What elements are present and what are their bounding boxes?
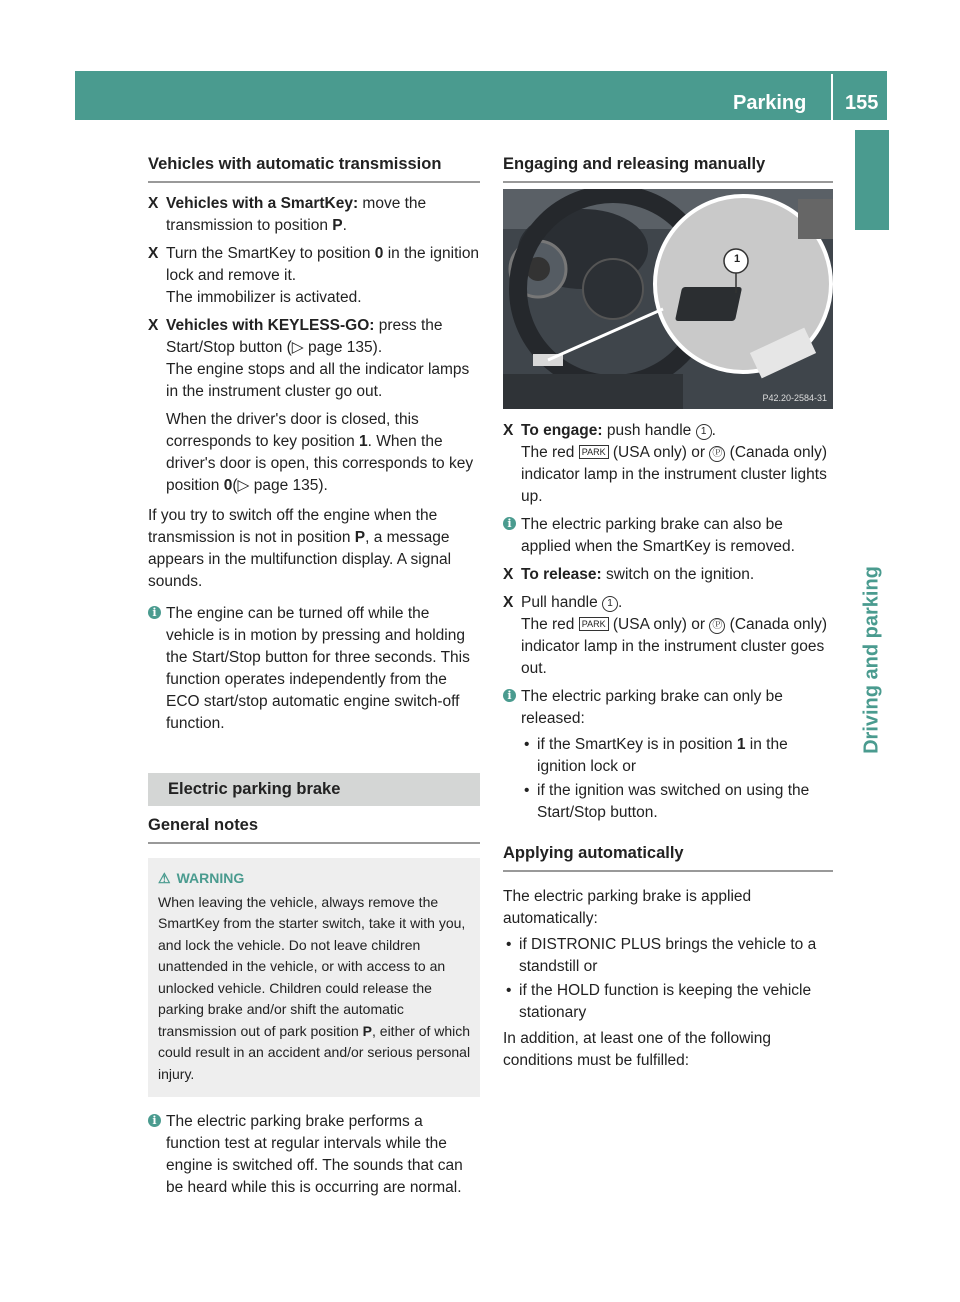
callout-number: 1 bbox=[733, 253, 741, 265]
right-column-body bbox=[503, 420, 833, 1072]
photo-code: P42.20-2584-31 bbox=[762, 393, 827, 403]
warning-triangle-icon: ⚠ bbox=[158, 870, 171, 886]
arrow-bullet-icon: X bbox=[148, 245, 159, 262]
info-icon: i bbox=[148, 1114, 161, 1127]
info-note: i The electric parking brake can also be applied when the SmartKey is removed. bbox=[503, 514, 833, 558]
arrow-bullet-icon: X bbox=[503, 422, 514, 439]
list-item: X To engage: push handle 1 . The red PARK (USA only) or Ⓟ (Canada only) indicator lamp in the instrument cluster lights up. bbox=[503, 422, 828, 505]
arrow-bullet-icon: X bbox=[503, 566, 514, 583]
bullet-dot-icon: • bbox=[524, 782, 530, 799]
list-item: • if the HOLD function is keeping the vehicle stationary bbox=[506, 982, 812, 1021]
paragraph: The electric parking brake is applied automatically: bbox=[503, 888, 752, 927]
info-note: i The electric parking brake performs a function test at regular intervals while the engine is switched off. The sounds that can be heard while this is occurring are normal. bbox=[148, 1111, 480, 1199]
header-title: Parking bbox=[733, 92, 807, 114]
warning-text: When leaving the vehicle, always remove the SmartKey from the starter switch, take it with you, and lock the vehicle. Do not leave children unattended in the vehicle, or with access to an unlocked vehicle. Children could release the parking brake and/or shift the automatic transmission out of park position P, either of which could result in an accident and/or serious personal injury. bbox=[158, 893, 471, 1082]
bullet-dot-icon: • bbox=[524, 736, 530, 753]
section-heading-automatic: Vehicles with automatic transmission bbox=[148, 153, 480, 183]
parking-brake-lamp-icon: Ⓟ bbox=[709, 446, 725, 462]
subheading-general-notes: General notes bbox=[148, 814, 480, 844]
info-icon: i bbox=[148, 606, 161, 619]
list-item: • if the ignition was switched on using the Start/Stop button. bbox=[524, 782, 810, 821]
left-column bbox=[148, 153, 480, 1199]
section-heading-automatic-apply: Applying automatically bbox=[503, 842, 833, 872]
header-divider bbox=[831, 74, 833, 120]
list-item: X Turn the SmartKey to position 0 in the ignition lock and remove it. The immobilizer is activated. bbox=[148, 245, 480, 306]
park-lamp-icon: PARK bbox=[579, 617, 609, 631]
warning-box bbox=[148, 858, 480, 1097]
info-note: i The electric parking brake can only be released: bbox=[503, 686, 833, 730]
arrow-bullet-icon: X bbox=[503, 594, 514, 611]
side-tab bbox=[855, 130, 889, 230]
list-item: X Vehicles with a SmartKey: move the transmission to position P. bbox=[148, 195, 427, 234]
list-item: • if DISTRONIC PLUS brings the vehicle to a standstill or bbox=[506, 936, 817, 975]
dashboard-illustration bbox=[503, 189, 833, 409]
paragraph: If you try to switch off the engine when the transmission is not in position P, a message appears in the multifunction display. A signal sounds. bbox=[148, 507, 452, 590]
park-lamp-icon: PARK bbox=[579, 445, 609, 459]
page-number: 155 bbox=[845, 92, 879, 114]
callout-icon: 1 bbox=[602, 596, 618, 612]
list-item-note: When the driver's door is closed, this corresponds to key position 1. When the driver's door is open, this corresponds to key position 0(▷ page 135). bbox=[166, 411, 474, 494]
paragraph: In addition, at least one of the following conditions must be fulfilled: bbox=[503, 1030, 771, 1069]
info-icon: i bbox=[503, 689, 516, 702]
section-heading-manual: Engaging and releasing manually bbox=[503, 153, 833, 183]
bullet-dot-icon: • bbox=[506, 936, 512, 953]
parking-brake-lamp-icon: Ⓟ bbox=[709, 618, 725, 634]
callout-icon: 1 bbox=[696, 424, 712, 440]
list-item: X To release: switch on the ignition. bbox=[503, 564, 833, 586]
list-item: X Vehicles with KEYLESS-GO: press the Start/Stop button (▷ page 135). The engine stops and all the indicator lamps in the instrument cluster go out. bbox=[148, 317, 470, 400]
arrow-bullet-icon: X bbox=[148, 317, 159, 334]
bullet-dot-icon: • bbox=[506, 982, 512, 999]
warning-heading: ⚠ WARNING bbox=[158, 868, 472, 890]
info-note: i The engine can be turned off while the vehicle is in motion by pressing and holding the Start/Stop button for three seconds. This function operates independently from the ECO start/stop automatic engine switch-off function. bbox=[148, 603, 480, 735]
list-item: • if the SmartKey is in position 1 in the ignition lock or bbox=[524, 736, 788, 775]
arrow-bullet-icon: X bbox=[148, 195, 159, 212]
list-item: X Pull handle 1 . The red PARK (USA only) or Ⓟ (Canada only) indicator lamp in the instrument cluster goes out. bbox=[503, 594, 828, 677]
right-column bbox=[503, 153, 833, 183]
parking-brake-photo bbox=[503, 189, 833, 409]
section-banner: Electric parking brake bbox=[148, 773, 480, 806]
side-tab-label: Driving and parking bbox=[860, 566, 883, 754]
info-icon: i bbox=[503, 517, 516, 530]
